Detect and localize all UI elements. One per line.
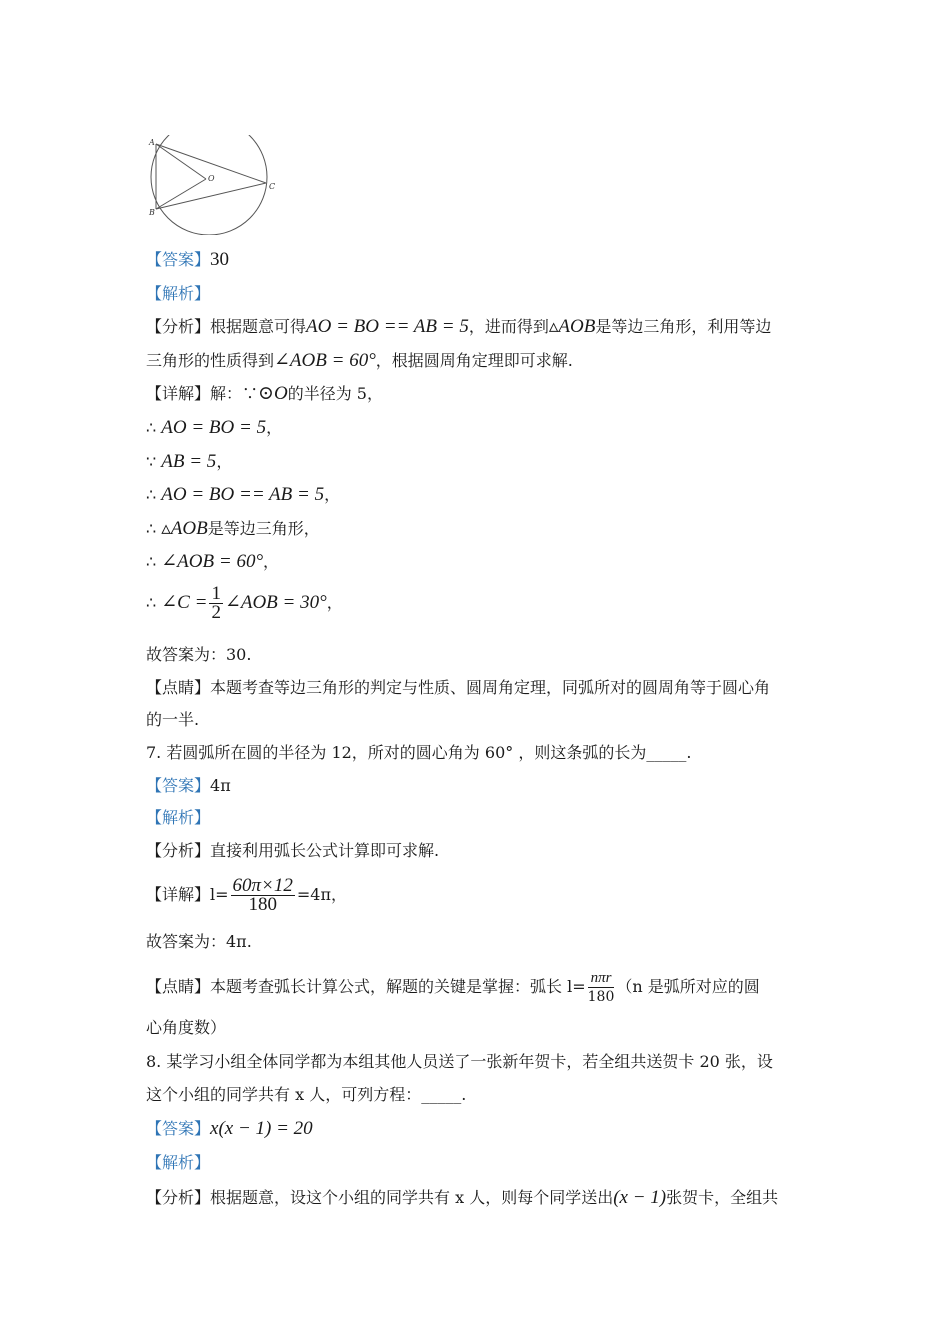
q6-comment-2: 的一半.	[146, 710, 200, 729]
q7-conclusion: 故答案为：4π.	[146, 932, 252, 951]
q6-step-1: ∴ AO = BO = 5，	[146, 417, 283, 438]
q7-jiexi: 【解析】	[146, 808, 211, 827]
q7-question: 7. 若圆弧所在圆的半径为 12，所对的圆心角为 60° ，则这条弧的长为_____.	[146, 743, 692, 762]
q7-comment-2: 心角度数）	[146, 1018, 227, 1037]
circle-figure	[146, 135, 286, 239]
label-o: O	[208, 174, 215, 183]
q6-answer: 【答案】30	[146, 249, 230, 270]
q6-step-2: ∵ AB = 5，	[146, 451, 233, 472]
fraction-half: $\frac{1}{2}$	[211, 583, 221, 623]
q6-step-6: ∴ ∠C = $\frac{1}{2}$ ∠AOB = 30°，	[146, 583, 343, 623]
q6-comment-1: 【点睛】本题考查等边三角形的判定与性质、圆周角定理，同弧所对的圆周角等于圆心角	[146, 678, 771, 697]
fraction-formula: $\frac{\text{nπr}}{180}$	[587, 970, 615, 1005]
q7-analysis: 【分析】直接利用弧长公式计算即可求解.	[146, 841, 440, 860]
q6-detail: 【详解】解：∵⊙O的半径为 5，	[146, 383, 383, 404]
q8-question-1: 8. 某学习小组全体同学都为本组其他人员送了一张新年贺卡，若全组共送贺卡 20 张，设	[146, 1052, 773, 1071]
q6-step-3: ∴ AO = BO == AB = 5，	[146, 484, 341, 505]
q8-question-2: 这个小组的同学共有 x 人，可列方程：_____.	[146, 1085, 467, 1104]
fraction-arc-length: $\frac{60\pi\times 12}{180}$	[232, 875, 293, 915]
q8-answer: 【答案】x(x − 1) = 20	[146, 1118, 313, 1139]
q6-step-5: ∴ ∠AOB = 60°，	[146, 551, 280, 572]
q6-step-4: ∴ ▵AOB是等边三角形，	[146, 518, 320, 539]
q7-answer: 【答案】4π	[146, 776, 231, 795]
q8-analysis: 【分析】根据题意，设这个小组的同学共有 x 人，则每个同学送出(x − 1)张贺卡，全组共	[146, 1187, 779, 1208]
label-b: B	[149, 208, 155, 217]
q6-analysis-1: 【分析】根据题意可得AO = BO == AB = 5，进而得到▵AOB是等边三角形，利用等边	[146, 316, 772, 337]
q6-jiexi: 【解析】	[146, 284, 211, 303]
label-a: A	[149, 138, 155, 147]
q8-jiexi: 【解析】	[146, 1153, 211, 1172]
label-c: C	[269, 182, 276, 191]
q7-comment-1: 【点睛】本题考查弧长计算公式，解题的关键是掌握：弧长 l= $\frac{\text{nπr}}{180}$ （n 是弧所对应的圆	[146, 970, 760, 1005]
q6-analysis-2: 三角形的性质得到∠AOB = 60°，根据圆周角定理即可求解.	[146, 350, 573, 371]
q7-detail: 【详解】l= $\frac{60\pi\times 12}{180}$ =4π，	[146, 875, 347, 915]
q6-conclusion: 故答案为：30.	[146, 645, 252, 664]
